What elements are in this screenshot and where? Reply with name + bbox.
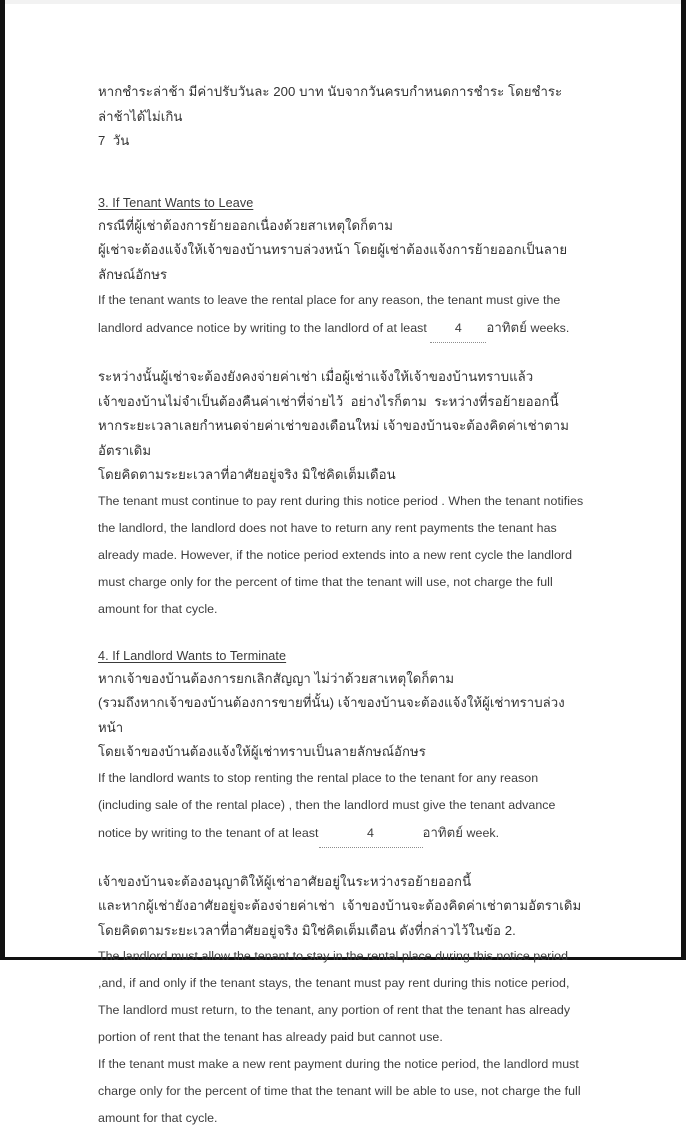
spacer: [98, 154, 589, 192]
section-4-english-body-line-4: portion of rent that the tenant has already paid but cannot use.: [98, 1030, 443, 1044]
section-4-heading: 4. If Landlord Wants to Terminate: [98, 648, 287, 663]
spacer: [98, 343, 589, 365]
section-4-notice-line: [98, 819, 589, 848]
section-4-thai-body: [98, 870, 589, 944]
section-4-english-body-line-6: charge only for the percent of time that the tenant will be able to use, not charge the full: [98, 1084, 581, 1098]
section-4-thai-body-line-2: และหากผู้เช่ายังอาศัยอยู่จะต้องจ่ายค่าเช่า เจ้าของบ้านจะต้องคิดค่าเช่าตามอัตราเดิม: [98, 898, 582, 913]
section-4-notice-blank[interactable]: 4: [319, 820, 423, 848]
spacer: [98, 848, 589, 870]
section-3-thai-line-1: กรณีที่ผู้เช่าต้องการย้ายออกเนื่องด้วยสาเหตุใดก็ตาม: [98, 217, 394, 233]
section-4-english-line-1: If the landlord wants to stop renting the rental place to the tenant for any reason: [98, 770, 539, 785]
intro-line-2: 7 วัน: [98, 133, 130, 148]
section-4-unit-english: week.: [463, 825, 500, 840]
section-3-english-body-line-4: must charge only for the percent of time that the tenant will use, not charge the full: [98, 574, 553, 589]
section-4-thai-intro: [98, 667, 589, 765]
section-4-english-line-2: (including sale of the rental place) , then the landlord must give the tenant advance: [98, 797, 556, 812]
section-3-english-body-line-2: the landlord, the landlord does not have to return any rent payments the tenant has: [98, 520, 557, 535]
section-4-english-body-line-2: ,and, if and only if the tenant stays, the tenant must pay rent during this notice period,: [98, 976, 570, 990]
section-3-blank-lead: landlord advance notice by writing to the landlord of at least: [98, 321, 431, 335]
spacer: [98, 623, 589, 645]
section-3-thai-body-line-3: หากระยะเวลาเลยกำหนดจ่ายค่าเช่าของเดือนใหม่ เจ้าของบ้านจะต้องคิดค่าเช่าตามอัตราเดิม: [98, 418, 569, 458]
section-3-notice-line: [98, 314, 589, 343]
section-3-thai-body-line-2: เจ้าของบ้านไม่จำเป็นต้องคืนค่าเช่าที่จ่ายไว้ อย่างไรก็ตาม ระหว่างที่รอย้ายออกนี้: [98, 393, 559, 409]
section-3-heading: 3. If Tenant Wants to Leave: [98, 195, 254, 210]
section-3-thai-body-line-4: โดยคิดตามระยะเวลาที่อาศัยอยู่จริง มิใช่คิดเต็มเดือน: [98, 467, 396, 482]
section-4-english-body-line-1: The landlord must allow the tenant to stay in the rental place during this notice period: [98, 949, 569, 963]
section-3-unit-english: weeks.: [526, 321, 570, 335]
section-3-unit-thai: อาทิตย์: [486, 320, 527, 335]
document-content: [5, 0, 681, 1125]
section-3-english-body-line-1: The tenant must continue to pay rent during this notice period . When the tenant notifies: [98, 493, 584, 508]
section-3-english-body: [98, 488, 589, 623]
section-3-thai-body: [98, 365, 589, 488]
section-4-unit-thai: อาทิตย์: [422, 824, 464, 840]
section-4-english-intro: [98, 765, 589, 848]
section-4-blank-lead: notice by writing to the tenant of at least: [98, 825, 319, 840]
section-3-english-intro: [98, 287, 589, 343]
section-3-english-line-1: If the tenant wants to leave the rental place for any reason, the tenant must give the: [98, 293, 561, 307]
section-4-thai-line-3: โดยเจ้าของบ้านต้องแจ้งให้ผู้เช่าทราบเป็นลายลักษณ์อักษร: [98, 744, 426, 759]
section-4-thai-body-line-3: โดยคิดตามระยะเวลาที่อาศัยอยู่จริง มิใช่คิดเต็มเดือน ดังที่กล่าวไว้ในข้อ 2.: [98, 922, 516, 938]
section-4-english-body: [98, 943, 589, 1132]
section-3-english-body-line-5: amount for that cycle.: [98, 601, 218, 616]
section-4-english-body-line-3: The landlord must return, to the tenant, any portion of rent that the tenant has already: [98, 1003, 571, 1017]
section-4-english-body-line-7: amount for that cycle.: [98, 1111, 218, 1125]
section-3-notice-blank[interactable]: 4: [430, 315, 486, 343]
section-3-english-body-line-3: already made. However, if the notice period extends into a new rent cycle the landlord: [98, 547, 573, 562]
section-3-thai-intro: [98, 214, 589, 288]
section-3-thai-body-line-1: ระหว่างนั้นผู้เช่าจะต้องยังคงจ่ายค่าเช่า เมื่อผู้เช่าแจ้งให้เจ้าของบ้านทราบแล้ว: [98, 369, 534, 384]
intro-paragraph: [98, 80, 589, 154]
section-3-thai-line-2: ผู้เช่าจะต้องแจ้งให้เจ้าของบ้านทราบล่วงหน้า โดยผู้เช่าต้องแจ้งการย้ายออกเป็นลายลักษณ์อักษร: [98, 242, 568, 282]
section-4-thai-line-1: หากเจ้าของบ้านต้องการยกเลิกสัญญา ไม่ว่าด้วยสาเหตุใดก็ตาม: [98, 670, 455, 686]
section-4-english-body-line-5: If the tenant must make a new rent payment during the notice period, the landlord must: [98, 1057, 579, 1071]
section-4-thai-body-line-1: เจ้าของบ้านจะต้องอนุญาติให้ผู้เช่าอาศัยอยู่ในระหว่างรอย้ายออกนี้: [98, 873, 472, 889]
section-4-thai-line-2: (รวมถึงหากเจ้าของบ้านต้องการขายที่นั้น) เจ้าของบ้านจะต้องแจ้งให้ผู้เช่าทราบล่วงหน้า: [98, 695, 565, 735]
intro-line-1: หากชำระล่าช้า มีค่าปรับวันละ 200 บาท นับจากวันครบกำหนดการชำระ โดยชำระล่าช้าได้ไม่เกิน: [98, 84, 563, 124]
